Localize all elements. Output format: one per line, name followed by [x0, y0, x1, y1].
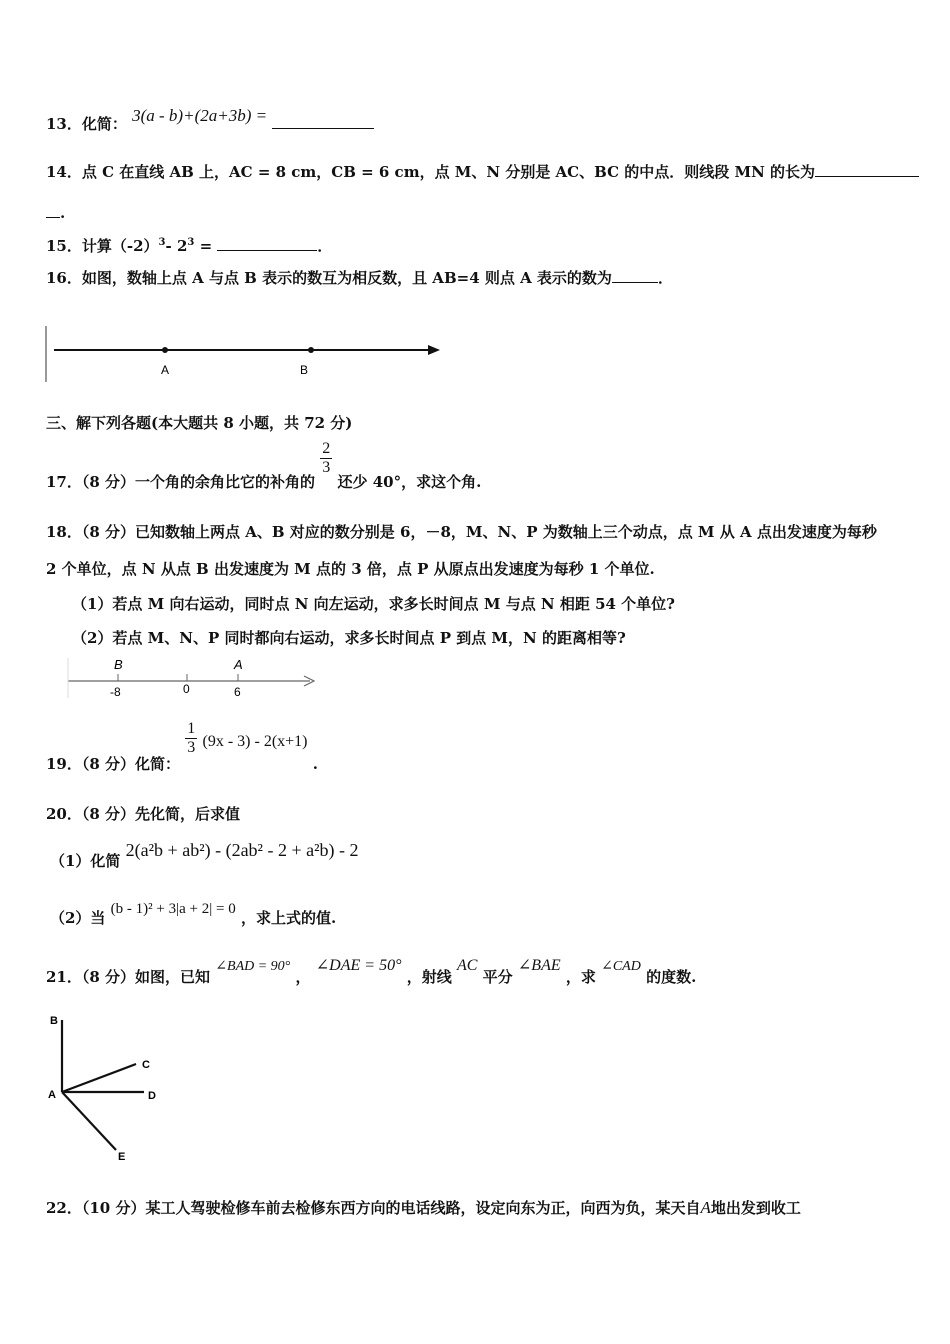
q13-expression: 3(a - b)+(2a+3b) =: [132, 106, 268, 125]
frac-numerator: 1: [187, 720, 196, 737]
q20-sub1: [50, 840, 359, 870]
question-16: [46, 268, 673, 288]
q18-number-line: [62, 654, 324, 700]
point-a-label: A: [234, 657, 243, 672]
label-b: B: [50, 1015, 58, 1027]
frac-denominator: 3: [322, 459, 331, 476]
question-14-cont: [46, 203, 65, 223]
q20-sub1-label: （1）化简: [50, 852, 121, 870]
q20-sub2-end: ，求上式的值.: [240, 909, 337, 927]
point-a-label: A: [161, 363, 170, 377]
angle-bae: ∠BAE: [517, 957, 561, 974]
tick-0: 0: [183, 682, 190, 696]
question-17: [46, 440, 482, 491]
q15-rest: - 2: [165, 237, 188, 255]
answer-blank: [217, 236, 317, 251]
q16-number-line: [40, 320, 450, 390]
q18-sub1: （1）若点 M 向右运动，同时点 N 向左运动，求多长时间点 M 与点 N 相距 54 个单位?: [72, 595, 675, 613]
q15-exp2: 3: [187, 237, 195, 248]
q16-text: 16．如图，数轴上点 A 与点 B 表示的数互为相反数，且 AB=4 则点 A 表示的数为: [46, 269, 612, 287]
answer-blank: [272, 114, 374, 129]
tick-neg8: -8: [110, 685, 121, 699]
angle-bad: ∠BAD = 90°: [215, 959, 291, 974]
q14-text: 14．点 C 在直线 AB 上，AC = 8 cm，CB = 6 cm，点 M、N 分别是 AC、BC 的中点．则线段 MN 的长为: [46, 163, 816, 181]
q14-end: .: [60, 204, 66, 222]
q22-var: A: [700, 1198, 711, 1217]
ray-ac: AC: [456, 957, 478, 974]
q22-rest: 地出发到收工: [710, 1199, 801, 1217]
question-18: 18．（8 分）已知数轴上两点 A、B 对应的数分别是 6，－8，M、N、P 为数轴上三个动点，点 M 从 A 点出发速度为每秒: [46, 523, 877, 541]
point-b-label: B: [114, 657, 123, 672]
answer-blank: [46, 203, 60, 218]
question-20: 20．（8 分）先化简，后求值: [46, 805, 241, 823]
q15-text: 15．计算（-2）: [46, 237, 159, 255]
point-b-label: B: [300, 363, 309, 377]
q21-sep: ，: [295, 968, 311, 986]
question-21: [46, 955, 697, 986]
point-b-dot: [308, 347, 314, 353]
q21-angle-figure: [40, 1008, 180, 1168]
q21-mid3: ，求: [565, 968, 596, 986]
q17-pre: 17．（8 分）一个角的余角比它的补角的: [46, 472, 316, 491]
point-a-dot: [162, 347, 168, 353]
q21-pre: 21．（8 分）如图，已知: [46, 968, 211, 986]
q17-fraction: [320, 440, 332, 477]
question-15: [46, 233, 332, 256]
frac-denominator: 3: [187, 739, 196, 756]
q15-eq: =: [194, 237, 218, 255]
q19-fraction: [185, 720, 197, 757]
question-22: [46, 1198, 801, 1218]
angle-dae: ∠DAE = 50°: [315, 957, 402, 974]
q16-end: ．: [657, 269, 673, 287]
question-13: [46, 106, 374, 134]
q13-number: 13．化简：: [46, 115, 127, 133]
question-14: [46, 162, 919, 182]
q21-mid2: 平分: [482, 968, 513, 986]
q22-text: 22．（10 分）某工人驾驶检修车前去检修东西方向的电话线路，设定向东为正，向西为负，某天自: [46, 1199, 701, 1217]
q19-expression: (9x - 3) - 2(x+1): [202, 732, 308, 750]
q19-pre: 19．（8 分）化简：: [46, 754, 181, 773]
q21-mid: ，射线: [406, 968, 452, 986]
angle-cad: ∠CAD: [601, 959, 641, 974]
label-e: E: [118, 1151, 126, 1163]
frac-numerator: 2: [322, 440, 331, 457]
q21-end: 的度数.: [646, 968, 697, 986]
q15-exp1: 3: [158, 237, 166, 248]
label-d: D: [148, 1090, 156, 1102]
label-c: C: [142, 1059, 150, 1071]
q20-sub2: [50, 898, 337, 927]
q20-expression-1: 2(a²b + ab²) - (2ab² - 2 + a²b) - 2: [125, 840, 359, 860]
q19-end: .: [312, 754, 318, 773]
section-3-heading: 三、解下列各题(本大题共 8 小题，共 72 分): [46, 414, 353, 432]
label-a: A: [48, 1089, 56, 1101]
tick-6: 6: [234, 685, 241, 699]
answer-blank: [612, 268, 658, 283]
question-18-cont: 2 个单位，点 N 从点 B 出发速度为 M 点的 3 倍，点 P 从原点出发速度为每秒 1 个单位.: [46, 560, 655, 578]
q20-sub2-label: （2）当: [50, 909, 106, 927]
question-19: [46, 720, 318, 773]
q18-sub2: （2）若点 M、N、P 同时都向右运动，求多长时间点 P 到点 M，N 的距离相等?: [72, 629, 626, 647]
q17-post: 还少 40°，求这个角.: [337, 472, 482, 491]
q15-end: ．: [317, 237, 333, 255]
q20-expression-2: (b - 1)² + 3|a + 2| = 0: [110, 901, 236, 917]
answer-blank: [815, 162, 919, 177]
